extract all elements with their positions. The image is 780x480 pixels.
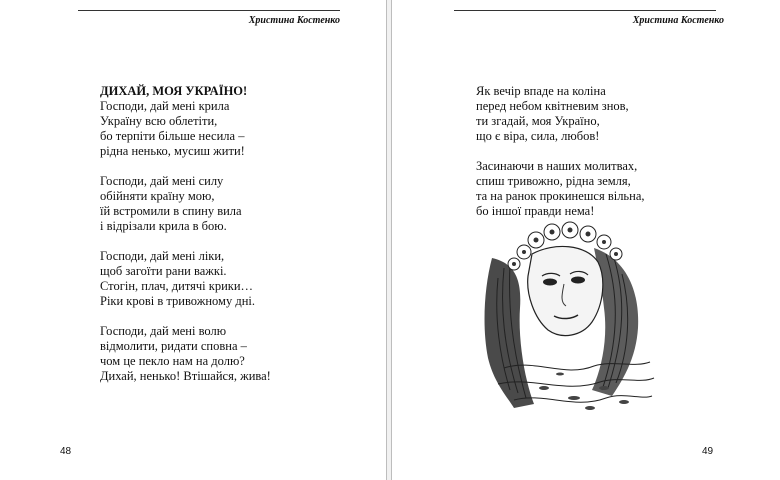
stanza [100,174,271,234]
poem-line: ти згадай, моя Україно, [476,114,600,128]
header-rule [78,10,340,11]
poem-line: бо терпіти більше несила – [100,129,245,143]
poem-line: щоб загоїти рани важкі. [100,264,227,278]
poem-line: Стогін, плач, дитячі крики… [100,279,254,293]
poem-line: Господи, дай мені ліки, [100,249,225,263]
poem-line: Дихай, ненько! Втішайся, жива! [100,369,271,383]
stanza [100,99,271,159]
page-number: 49 [702,446,714,457]
left-page [0,0,386,480]
author-name: Христина Костенко [248,15,340,26]
poem-line: обійняти країну мою, [100,189,215,203]
poem-line: Господи, дай мені силу [100,174,224,188]
poem-line: і відрізали крила в бою. [100,219,227,233]
stanza [476,159,645,219]
poem-line: Засинаючи в наших молитвах, [476,159,638,173]
poem-line: бо іншої правди нема! [476,204,595,218]
poem-line: Господи, дай мені крила [100,99,230,113]
author-name: Христина Костенко [632,15,724,26]
poem-line: що є віра, сила, любов! [476,129,600,143]
woman-with-flower-wreath-ink-drawing-icon [474,218,660,420]
right-page [392,0,780,480]
poem-line: відмолити, ридати сповна – [100,339,247,353]
poem [476,84,645,234]
poem-line: чом це пекло нам на долю? [100,354,245,368]
poem-title: ДИХАЙ, МОЯ УКРАЇНО! [100,84,248,98]
poem-line: їй встромили в спину вила [100,204,242,218]
stanza [476,84,645,144]
poem-line: та на ранок прокинешся вільна, [476,189,645,203]
poem-line: Ріки крові в тривожному дні. [100,294,255,308]
poem-line: Господи, дай мені волю [100,324,227,338]
stanza [100,324,271,384]
poem-line: рідна ненько, мусиш жити! [100,144,245,158]
poem-line: Україну всю облетіти, [100,114,218,128]
poem-line: Як вечір впаде на коліна [476,84,606,98]
header-rule [454,10,716,11]
poem [100,84,271,399]
poem-line: перед небом квітневим знов, [476,99,629,113]
stanza [100,249,271,309]
page-number: 48 [60,446,72,457]
poem-line: спиш тривожно, рідна земля, [476,174,631,188]
